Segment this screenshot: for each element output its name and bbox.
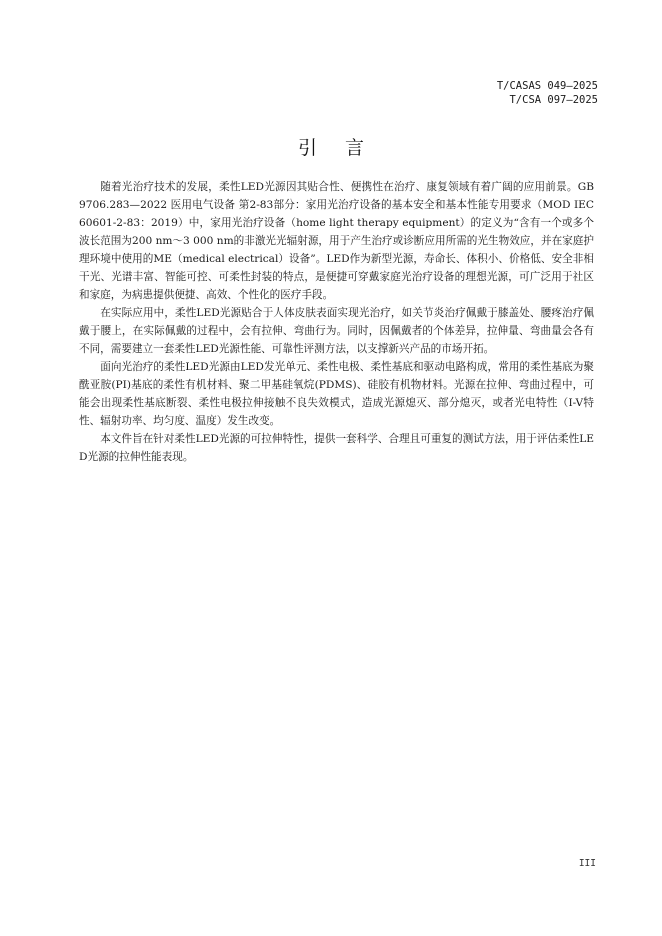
standard-code-csa: T/CSA 097—2025 <box>509 94 598 106</box>
section-title-char-1: 引 <box>297 137 317 159</box>
paragraph-structure: 面向光治疗的柔性LED光源由LED发光单元、柔性电极、柔性基底和驱动电路构成，常用的柔性基底为聚酰亚胺(PI)基底的柔性有机材料、聚二甲基硅氧烷(PDMS)、硅胶有机物材料。光源在拉伸、弯曲过程中，可能会出现柔性基底断裂、柔性电极拉伸接触不良失效模式，造成光源熄灭、部分熄灭，或者光电特性（I-V特性、辐射功率、均匀度、温度）发生改变。 <box>79 361 594 427</box>
section-title <box>0 136 662 160</box>
introduction-body <box>79 178 594 466</box>
standard-codes <box>497 79 598 107</box>
page-number: III <box>578 858 596 869</box>
standard-code-casas: T/CASAS 049—2025 <box>496 80 598 92</box>
section-title-char-2: 言 <box>345 137 365 159</box>
paragraph-purpose: 本文件旨在针对柔性LED光源的可拉伸特性，提供一套科学、合理且可重复的测试方法，用于评估柔性LED光源的拉伸性能表现。 <box>79 433 594 463</box>
paragraph-background: 随着光治疗技术的发展，柔性LED光源因其贴合性、便携性在治疗、康复领域有着广阔的应用前景。GB 9706.283—2022 医用电气设备 第2-83部分：家用光治疗设备的基本安全和基本性能专用要求（MOD IEC 60601-2-83：2019）中，家用光治疗设备（home light therapy equipment）的定义为“含有一个或多个波长范围为200 nm～3 000 nm的非激光光辐射源，用于产生治疗或诊断应用所需的光生物效应，并在家庭护理环境中使用的ME（medical electrical）设备”。LED作为新型光源，寿命长、体积小、价格低、安全非相干光、光谱丰富、智能可控、可柔性封装的特点，是便捷可穿戴家庭光治疗设备的理想光源，可广泛用于社区和家庭，为病患提供便捷、高效、个性化的医疗手段。 <box>79 181 594 301</box>
paragraph-application: 在实际应用中，柔性LED光源贴合于人体皮肤表面实现光治疗，如关节炎治疗佩戴于膝盖处、腰疼治疗佩戴于腰上，在实际佩戴的过程中，会有拉伸、弯曲行为。同时，因佩戴者的个体差异，拉伸量、弯曲量会各有不同，需要建立一套柔性LED光源性能、可靠性评测方法，以支撑新兴产品的市场开拓。 <box>79 307 594 355</box>
